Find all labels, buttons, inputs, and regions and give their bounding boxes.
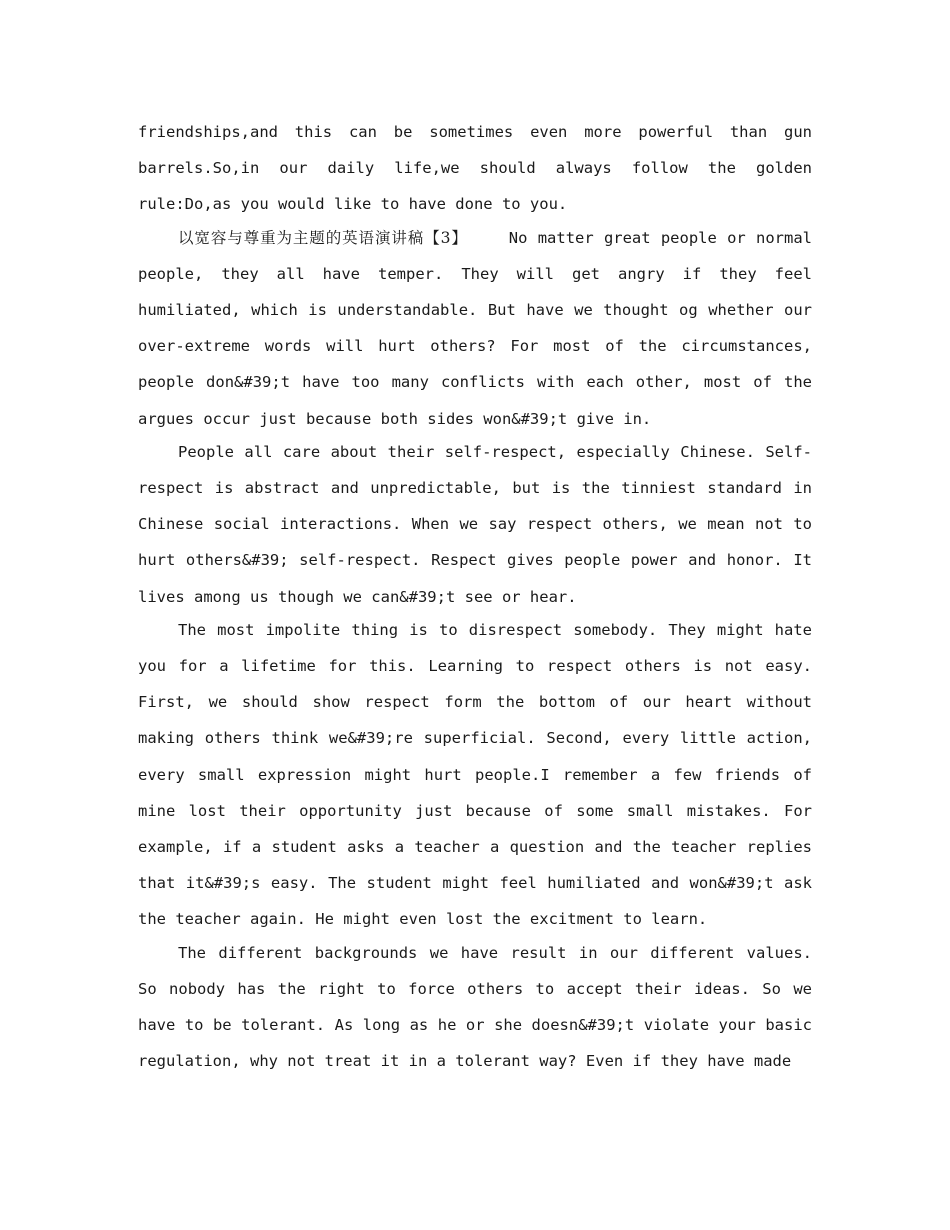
paragraph-4-text: The most impolite thing is to disrespect somebody. They might hate you for a lifetime for this. Learning to respect others is not easy. First, we should show respect form the bottom of our heart without making others think we&#39;re superficial. Second, every little action, every small expression might hurt people.I remember a few friends of mine lost their opportunity just because of some small mistakes. For example, if a student asks a teacher a question and the teacher replies that it&#39;s easy. The student might feel humiliated and won&#39;t ask the teacher again. He might even lost the excitment to learn. bbox=[138, 620, 812, 929]
paragraph-2 bbox=[138, 220, 812, 437]
paragraph-1 bbox=[138, 114, 812, 223]
paragraph-3 bbox=[138, 434, 812, 615]
paragraph-1-text: friendships,and this can be sometimes even more powerful than gun barrels.So,in our daily life,we should always follow the golden rule:Do,as you would like to have done to you. bbox=[138, 123, 812, 214]
paragraph-5-text: The different backgrounds we have result in our different values. So nobody has the right to force others to accept their ideas. So we have to be tolerant. As long as he or she doesn&#39;t violate your basic regulation, why not treat it in a tolerant way? Even if they have made bbox=[138, 943, 812, 1071]
paragraph-5 bbox=[138, 935, 812, 1080]
section-heading: 以宽容与尊重为主题的英语演讲稿【3】 bbox=[178, 228, 468, 247]
paragraph-3-text: People all care about their self-respect, especially Chinese. Self-respect is abstract and unpredictable, but is the tinniest standard in Chinese social interactions. When we say respect others, we mean not to hurt others&#39; self-respect. Respect gives people power and honor. It lives among us though we can&#39;t see or hear. bbox=[138, 442, 812, 606]
paragraph-2-text: No matter great people or normal people, they all have temper. They will get angry if they feel humiliated, which is understandable. But have we thought og whether our over-extreme words will hurt others? For most of the circumstances, people don&#39;t have too many conflicts with each other, most of the argues occur just because both sides won&#39;t give in. bbox=[138, 228, 812, 428]
paragraph-4 bbox=[138, 612, 812, 938]
document-body bbox=[138, 114, 812, 1076]
